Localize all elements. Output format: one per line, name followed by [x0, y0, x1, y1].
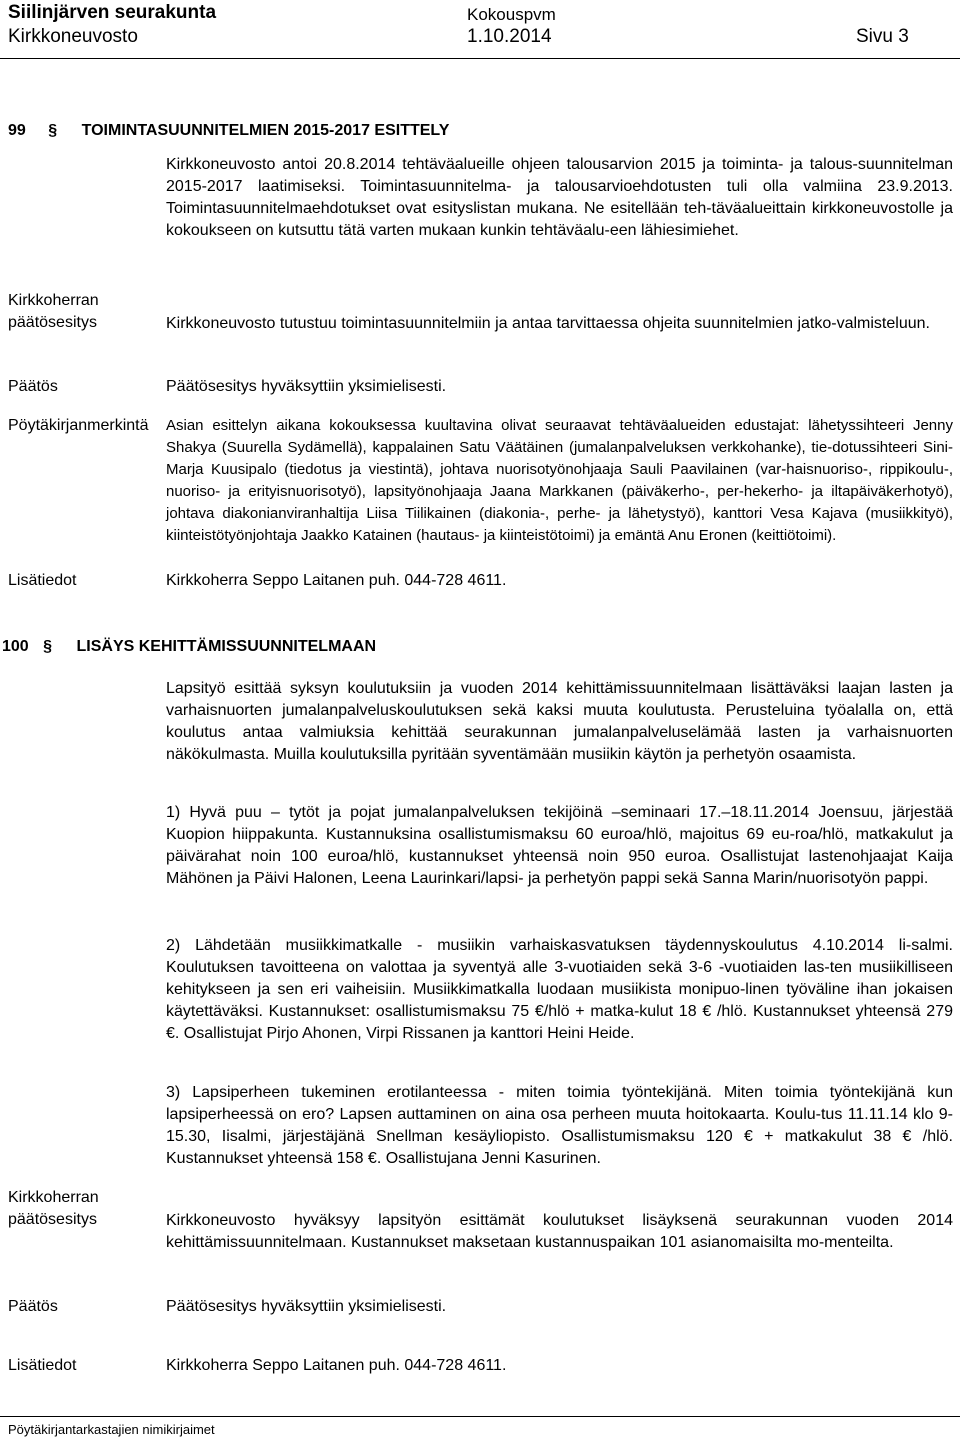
section-99-number: 99	[8, 122, 26, 139]
proposal-label-99	[8, 290, 99, 334]
meeting-date-label: Kokouspvm	[467, 5, 556, 24]
footer-rule	[0, 1416, 960, 1417]
section-100-paragraph-4: 3) Lapsiperheen tukeminen erotilanteessa - miten toimia työntekijänä. Miten toimia työntekijänä kun lapsiperheessä on ero? Lapsen auttaminen on aina osa perheen muuta hoitokaarta. Koulu-tus 11.11.14 klo 9-15.30, Iisalmi, järjestäjänä Snellman kesäyliopisto. Osallistumismaksu 120 € + matkakulut 38 € /hlö. Kustannukset yhteensä 158 €. Osallistujana Jenni Kasurinen.	[166, 1084, 953, 1167]
page-number: Sivu 3	[856, 26, 909, 47]
section-99-title: TOIMINTASUUNNITELMIEN 2015-2017 ESITTELY	[81, 122, 450, 139]
section-100-title: LISÄYS KEHITTÄMISSUUNNITELMAAN	[76, 638, 377, 655]
organization-name: Siilinjärven seurakunta	[8, 2, 217, 23]
section-99-decision: Päätösesitys hyväksyttiin yksimielisesti.	[166, 378, 447, 395]
section-99-intro: Kirkkoneuvosto antoi 20.8.2014 tehtäväalueille ohjeen talousarvion 2015 ja toiminta- ja talous-suunnitelman 2015-2017 laatimiseksi. Toimintasuunnitelma- ja talousarvioehdotusten tuli olla valmiina 23.9.2013. Toimintasuunnitelmaehdotukset ovat esityslistan mukana. Ne esitellään teh-täväalueittain kirkkoneuvostolle ja kokoukseen on kutsuttu tätä varten mukaan kunkin tehtäväalu-een lähiesimiehet.	[166, 156, 953, 239]
section-100-paragraph-2: 1) Hyvä puu – tytöt ja pojat jumalanpalveluksen tekijöinä –seminaari 17.–18.11.2014 Joensuu, järjestää Kuopion hiippakunta. Kustannuksina osallistumismaksu 60 euroa/hlö, majoitus 69 eu-roa/hlö, matkakulut ja päivärahat noin 100 euroa/hlö, kustannukset yhteensä noin 950 euroa. Osallistujat lastenohjaajat Kaija Mähönen ja Päivi Halonen, Leena Laurinkari/lapsi- ja perhetyön pappi sekä Sanna Marin/nuorisotyön pappi.	[166, 804, 953, 887]
section-mark: §	[43, 638, 53, 655]
decision-label-99: Päätös	[8, 378, 58, 395]
minutes-label: Pöytäkirjanmerkintä	[8, 417, 149, 434]
reviewers-initials-label: Pöytäkirjantarkastajien nimikirjaimet	[8, 1422, 215, 1437]
section-100-proposal: Kirkkoneuvosto hyväksyy lapsityön esittämät koulutukset lisäyksenä seurakunnan vuoden 2014 kehittämissuunnitelmaan. Kustannukset maksetaan kustannuspaikan 101 asianomaisilta mo-menteilta.	[166, 1212, 953, 1251]
section-99-proposal: Kirkkoneuvosto tutustuu toimintasuunnitelmiin ja antaa tarvittaessa ohjeita suunnitelmien jatko-valmisteluun.	[166, 315, 930, 332]
info-label-99: Lisätiedot	[8, 572, 77, 589]
info-label-100: Lisätiedot	[8, 1357, 77, 1374]
proposal-label-line2: päätösesitys	[8, 1211, 97, 1228]
proposal-label-line2: päätösesitys	[8, 314, 97, 331]
decision-label-100: Päätös	[8, 1298, 58, 1315]
section-99-info: Kirkkoherra Seppo Laitanen puh. 044-728 4611.	[166, 572, 507, 589]
section-99-heading	[8, 120, 449, 141]
section-100-heading	[2, 636, 376, 657]
proposal-label-line1: Kirkkoherran	[8, 1189, 99, 1206]
section-mark: §	[48, 122, 58, 139]
section-100-paragraph-1: Lapsityö esittää syksyn koulutuksiin ja vuoden 2014 kehittämissuunnitelmaan lisättäväksi laajan lasten ja varhaisnuorten jumalanpalveluskoulutuksen sekä kaksi muuta koulutusta. Perusteluina työalalla on, että koulutus antaa valmiuksia kehittää seurakunnan jumalanpalveluselämää lasten ja varhaisnuorten näkökulmasta. Muilla koulutuksilla pyritään syventämään musiikin käytön ja perhetyön osaamista.	[166, 680, 953, 763]
header-rule	[0, 58, 960, 59]
section-100-info: Kirkkoherra Seppo Laitanen puh. 044-728 4611.	[166, 1357, 507, 1374]
proposal-label-line1: Kirkkoherran	[8, 292, 99, 309]
section-99-minutes: Asian esittelyn aikana kokouksessa kuultavina olivat seuraavat tehtäväalueiden edustajat: lähetyssihteeri Jenny Shakya (Suurella Sydämellä), kappalainen Satu Väätäinen (jumalanpalveluksen verkkohanke), tie-dotussihteeri Sini-Marja Kuusipalo (tiedotus ja viestintä), johtava nuorisotyönohjaaja Sauli Paavilainen (var-haisnuoriso-, rippikoulu-, nuoriso- ja erityisnuorisotyö), lapsityönohjaaja Jaana Markkanen (päiväkerho-, per-hekerho- ja iltapäiväkerhotyö), johtava diakonianviranhaltija Liisa Tiilikainen (diakonia-, perhe- ja lähetystyö), kanttori Vesa Kajava (musiikkityö), kiinteistötyönjohtaja Jaakko Katainen (hautaus- ja kiinteistötoimi) ja emäntä Anu Eronen (keittiötoimi).	[166, 417, 953, 544]
meeting-date: 1.10.2014	[467, 26, 552, 47]
section-100-decision: Päätösesitys hyväksyttiin yksimielisesti.	[166, 1298, 447, 1315]
meeting-body: Kirkkoneuvosto	[8, 26, 138, 47]
section-100-paragraph-3: 2) Lähdetään musiikkimatkalle - musiikin varhaiskasvatuksen täydennyskoulutus 4.10.2014 li-salmi. Koulutuksen tavoitteena on valottaa ja syventyä alle 3-vuotiaiden sekä 3-6 -vuotiaiden las-ten musiikilliseen kehitykseen ja sen eri vaiheisiin. Musiikkimatkalla luodaan musiikista monipuo-linen työväline ihan jokaisen käytettäväksi. Kustannukset: osallistumismaksu 75 €/hlö + matka-kulut 18 € /hlö. Kustannukset yhteensä 279 €. Osallistujat Pirjo Ahonen, Virpi Rissanen ja kanttori Heini Heide.	[166, 937, 953, 1042]
proposal-label-100	[8, 1187, 99, 1231]
section-100-number: 100	[2, 638, 29, 655]
